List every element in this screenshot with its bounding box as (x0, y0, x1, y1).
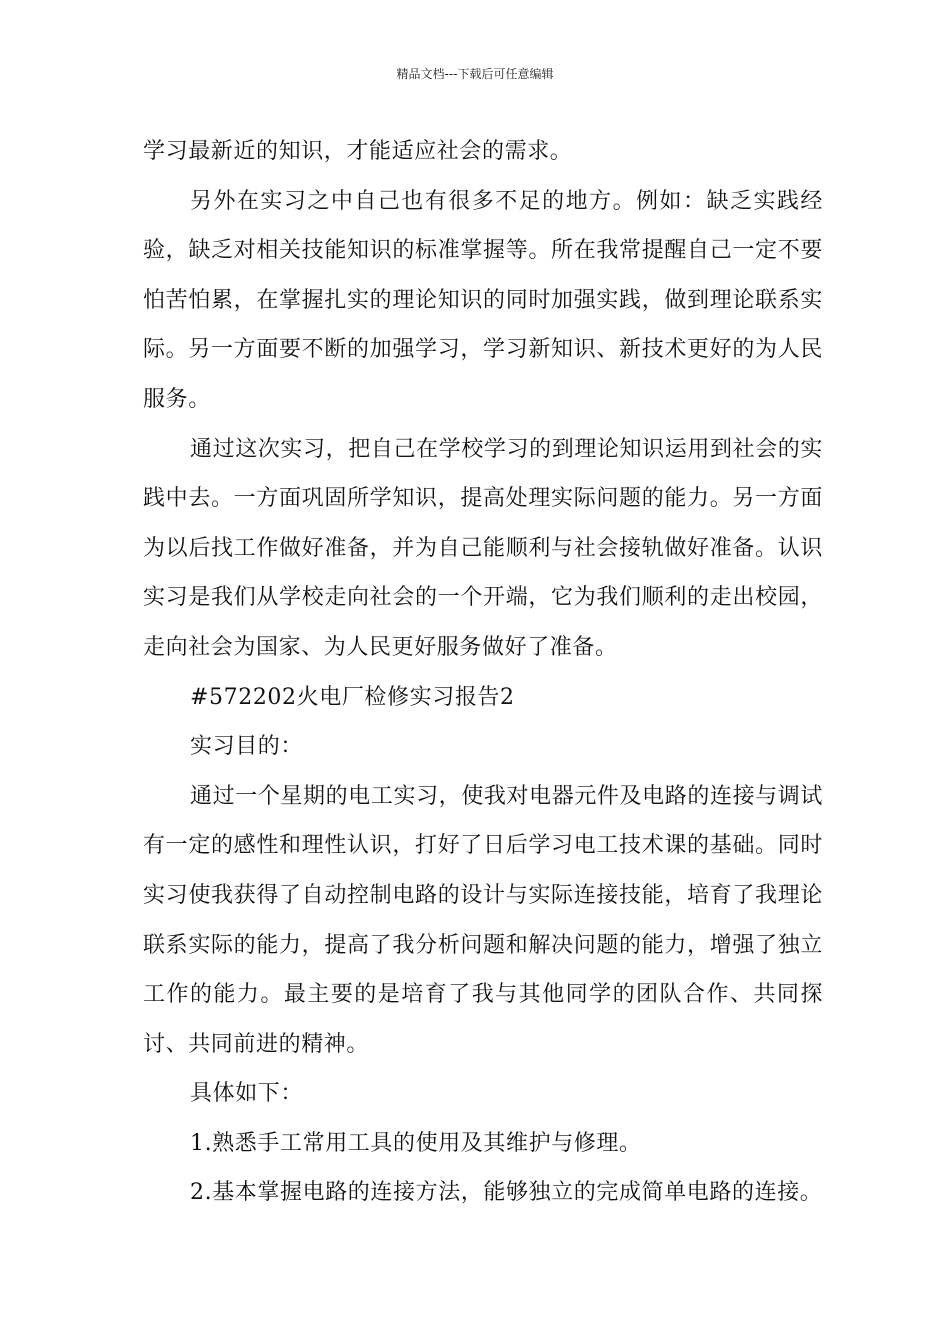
page-header: 精品文档---下载后可任意编辑 (396, 67, 554, 81)
paragraph-purpose: 通过一个星期的电工实习，使我对电器元件及电路的连接与调试有一定的感性和理性认识，打好了日后学习电工技术课的基础。同时实习使我获得了自动控制电路的设计与实际连接技能，培育了我理论联系实际的能力，提高了我分析问题和解决问题的能力，增强了独立工作的能力。最主要的是培育了我与其他同学的团队合作、共同探讨、共同前进的精神。 (143, 783, 823, 1057)
section-heading-details: 具体如下： (190, 1081, 304, 1107)
list-item: 2.基本掌握电路的连接方法，能够独立的完成简单电路的连接。 (190, 1180, 823, 1206)
report-title: #572202火电厂检修实习报告2 (190, 684, 515, 710)
paragraph-continuation: 学习最新近的知识，才能适应社会的需求。 (143, 139, 573, 164)
paragraph-shortcomings: 另外在实习之中自己也有很多不足的地方。例如：缺乏实践经验，缺乏对相关技能知识的标准掌握等。所在我常提醒自己一定不要怕苦怕累，在掌握扎实的理论知识的同时加强实践，做到理论联系实际。另一方面要不断的加强学习，学习新知识、新技术更好的为人民服务。 (143, 188, 823, 412)
document-body (143, 127, 823, 1218)
list-item: 1.熟悉手工常用工具的使用及其维护与修理。 (190, 1130, 642, 1156)
paragraph-summary: 通过这次实习，把自己在学校学习的到理论知识运用到社会的实践中去。一方面巩固所学知识，提高处理实际问题的能力。另一方面为以后找工作做好准备，并为自己能顺利与社会接轨做好准备。认识实习是我们从学校走向社会的一个开端，它为我们顺利的走出校园，走向社会为国家、为人民更好服务做好了准备。 (143, 436, 823, 660)
section-heading-purpose: 实习目的： (190, 734, 304, 760)
